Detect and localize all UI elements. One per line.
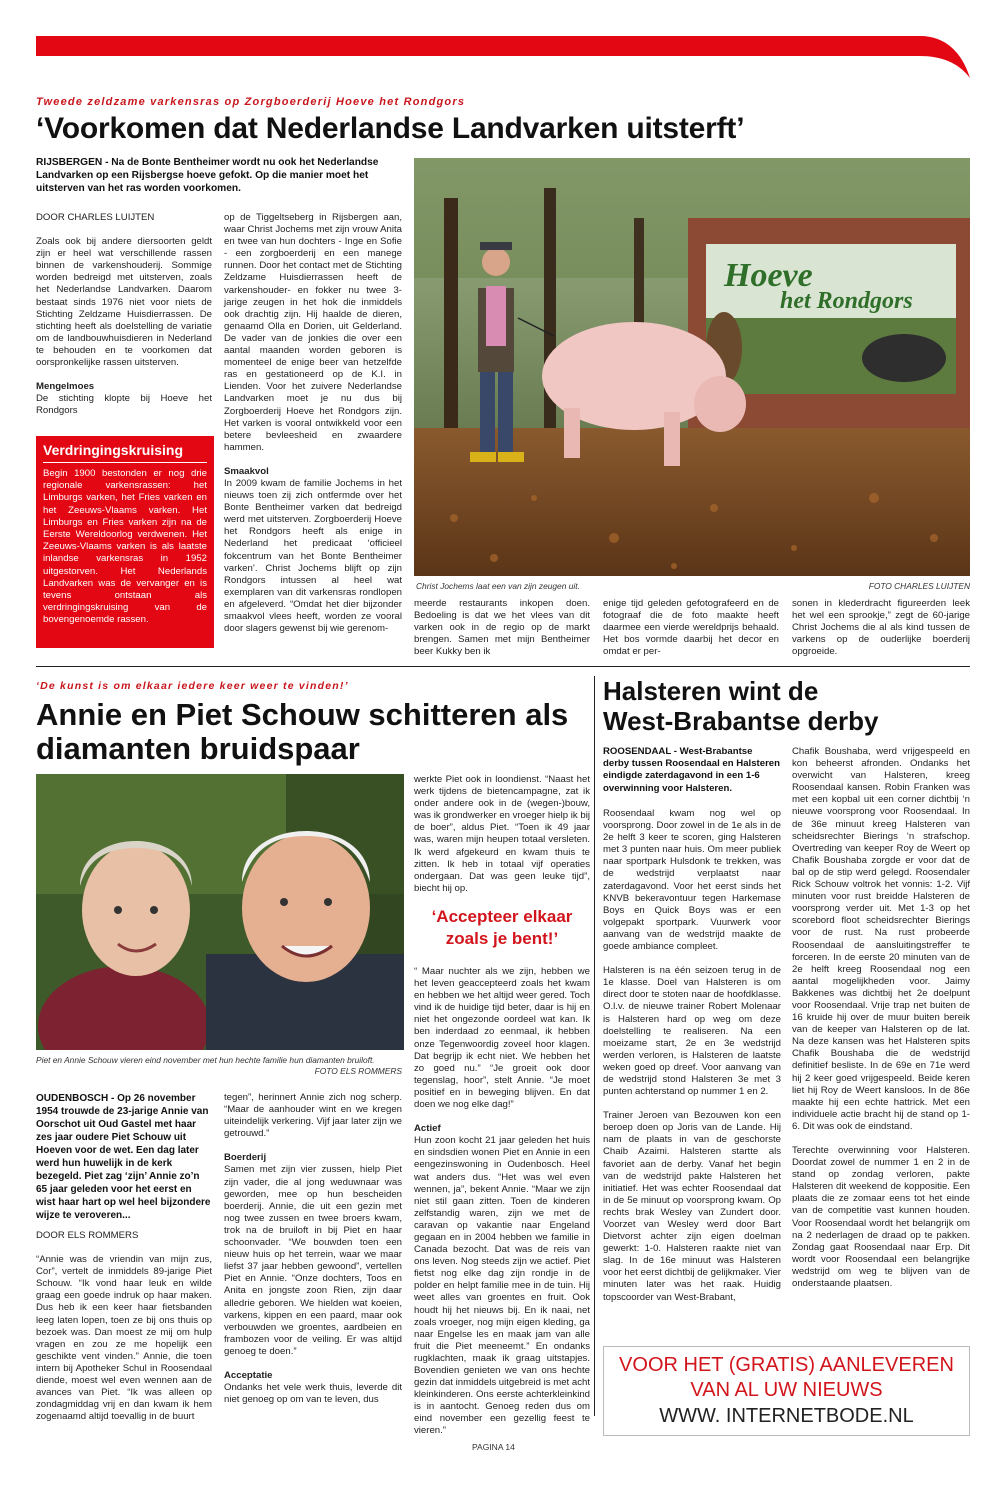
paragraph: Halsteren is na één seizoen terug in de 1e klasse. Doel van Halsteren is om direct door te stoten naar de hoofdklasse. O.l.v. de nieuwe trainer Robert Molenaar is Halsteren hard op weg om deze doelstelling te realiseren. Na een moeizame start, 2e en 3e wedstrijd werden verloren, is Halsteren de laatste weken goed op dreef. Voor aanvang van de wedstrijd stond Halsteren 3e met 3 punten achterstand op nummer 1 en 2. xyxy=(603,965,781,1098)
article2-col2 xyxy=(224,1092,402,1418)
article1-headline: ‘Voorkomen dat Nederlandse Landvarken uitsterft’ xyxy=(36,112,745,145)
couple-photo xyxy=(36,774,404,1050)
article3-col1 xyxy=(603,808,781,1316)
article2-headline-line1: Annie en Piet Schouw schitteren als xyxy=(36,697,569,732)
fact-box-title: Verdringingskruising xyxy=(43,442,207,463)
paragraph: Roosendaal kwam nog wel op voorsprong. Door zowel in de 1e als in de 2e helft 3 keer te scoren, ging Halsteren met 3 punten naar huis. Om meer publiek naar sportpark Hulsdonk te trekken, was de wedstrijd verplaatst naar zaterdagavond. Voor het eerst sinds het KNVB bekeravontuur tegen Harkemase Boys en Quick Boys was er een volgepakt sportpark. Vuurwerk voor aanvang van de wedstrijd maakte de goede ambiance compleet. xyxy=(603,808,781,953)
byline: DOOR CHARLES LUIJTEN xyxy=(36,212,155,223)
paragraph: Samen met zijn vier zussen, hielp Piet zijn vader, die al jong weduwnaar was geworden, mee op hun bescheiden boerderij. Annie, die uit een gezin met nog twee zussen en twee broers kwam, trok na de bruiloft in bij Piet en haar schoonvader. “We bouwden toen een nieuw huis op het terrein, waar we maar liefst 37 jaar hebben gewoond”, vertellen Piet en Annie. “Onze dochters, Toos en Anita en jongste zoon Rien, zijn daar alledrie geboren. We hielden wat koeien, varkens, kippen en een paard, maar ook verbouwden we groentes, aardbeien en frambozen voor de veiling. Er was altijd genoeg te doen.” xyxy=(224,1164,402,1357)
paragraph: “Annie was de vriendin van mijn zus, Cor”, vertelt de inmiddels 89-jarige Piet Schouw. “Ik vond haar leuk en wilde graag een goede indruk op haar maken. Dus heb ik een keer haar fietsbanden leeg laten lopen, toen ze bij ons thuis op bezoek was. Dan moest ze mij om hulp vragen en zou ze me hopelijk een geschikte vent vinden.” Annie, die toen intern bij Apotheker Schul in Roosendaal diende, moest wel even wennen aan de avances van Piet. “Ik was alleen op zondagmiddag vrij en dan kwam ik hem zogenaamd altijd toevallig in de buurt xyxy=(36,1254,212,1423)
article1-kicker: Tweede zeldzame varkensras op Zorgboerderij Hoeve het Rondgors xyxy=(36,96,466,108)
paragraph: Chafik Boushaba, werd vrijgespeeld en kon beheerst afronden. Ondanks het overwicht van Halsteren, kreeg Roosendaal kansen. Robin Franken was met een kopbal uit een corner dichtbij ‘n nieuwe voorsprong voor Roosendaal. In de 36e minuut kreeg Halsteren van scheidsrechter Bierings ‘n strafschop. Overtreding van keeper Roy de Weert op Chafik Boushaba zorgde er voor dat de bal op de stip werd gelegd. Roosendaler Rick Schouw voltrok het vonnis: 1-2. Vijf minuten voor rust breidde Halsteren de voorsprong verder uit. Met 1-3 op het scorebord floot scheidsrechter Bierings voor de rust. Na rust probeerde Roosendaal de aansluitingstreffer te forceren. In de eerste 20 minuten van de 2e helft kreeg Roosendaal nog een aantal mogelijkheden voor. Jaimy Bakkenes was dichtbij het 2e doelpunt voor Roosendaal. Vrije trap net buiten de 16 kruide hij over de muur buiten bereik van de keeper van Halsteren op de lat. Na deze kansen was het Halsteren spits Chafik Boushaba die de wedstrijd definitief besliste. In de 69e en 71e werd hij 2 keer goed vrijgespeeld. Beide keren liet hij Roy de Weert kansloos. In de 86e maakte hij een echte hattrick. Met een individuele actie bracht hij de stand op 1-6. Dit was ook de eindstand. xyxy=(792,746,970,1132)
article3-headline-line2: West-Brabantse derby xyxy=(603,706,879,736)
paragraph: op de Tiggeltseberg in Rijsbergen aan, waar Christ Jochems met zijn vrouw Anita en twee van hun dochters - Inge en Sofie - een zorgboerderij en een manege runnen. Door het contact met de Stichting Zeldzame Huisdierrassen heeft de varkenshouder- en fokker nu twee 3-jarige zeugen in het hok die inmiddels ook drachtig zijn. Hij haalde de dieren, genaamd Olla en Dorien, uit Gelderland. De vader van de jonkies die over een aantal maanden worden geboren is momenteel de enige beer van hetzelfde ras en gestationeerd op de K.I. in Lienden. Voor het zuivere Nederlandse Landvarken moet je nu dus bij Zorgboerderij Hoeve het Rondgors zijn. Het varken is vooral ontwikkeld voor een betere bevleesheid en zwaardere hammen. xyxy=(224,212,402,453)
paragraph: Terechte overwinning voor Halsteren. Doordat zowel de nummer 1 en 2 in de stand op zondag verloren, pakte Halsteren dit weekend de koppositie. Een plaats die ze zomaar eens tot het einde van de competitie vast kunnen houden. Voor Roosendaal wordt het belangrijk om na 2 nederlagen de draad op te pakken. Zondag gaat Roosendaal naar Erp. Dit wordt voor Roosendaal een belangrijke wedstrijd om weg te blijven van de onderstaande plaatsen. xyxy=(792,1145,970,1290)
article2-col3-top: werkte Piet ook in loondienst. “Naast het werk tijdens de bietencampagne, zat ik onder andere ook in de (wegen-)bouw, was ik grondwerker en vroeger hielp ik bij de boer”, aldus Piet. “Toen ik 49 jaar was, waren mijn heupen totaal versleten. Ik werd afgekeurd en kwam thuis te zitten. Ik heb in totaal vijf operaties ondergaan. Dat was geen leuke tijd”, biecht hij op. xyxy=(414,774,590,894)
sign-text-1: Hoeve xyxy=(724,257,813,294)
article3-lead: ROOSENDAAL - West-Brabantse derby tussen Roosendaal en Halsteren eindigde zaterdagavond in een 1-6 overwinning voor Halsteren. xyxy=(603,746,781,794)
paragraph: “ Maar nuchter als we zijn, hebben we het leven geaccepteerd zoals het kwam en hebben we het altijd weer gered. Toch vind ik de huidige tijd beter, daar is hij en niet het ongezonde oordeel wat kan. Ik ben inderdaad zo eenmaal, ik hebben onze Tegenwoordig zoveel hoor klagen. Dat begrijp ik echt niet. We hebben het zo goed nu.” “Je groeit ook door tegenslag, hoor”, stelt Annie. “Je moet positief en in beweging blijven. En dat doen we nog elke dag!” xyxy=(414,966,590,1111)
subheading: Mengelmoes xyxy=(36,381,95,393)
article1-col1 xyxy=(36,212,212,429)
couple-photo-illustration xyxy=(36,774,404,1050)
page-number: PAGINA 14 xyxy=(472,1442,515,1452)
paragraph: De stichting klopte bij Hoeve het Rondgors xyxy=(36,393,212,417)
article2-headline-line2: diamanten bruidspaar xyxy=(36,731,360,766)
subheading: Boerderij xyxy=(224,1152,267,1164)
paragraph: Hun zoon kocht 21 jaar geleden het huis en sindsdien wonen Piet en Annie in een eengezinswoning in Oudenbosch. Heel wat anders dus. “Het was wel even wennen, ja”, bekent Annie. “Maar we zijn niet stil gaan zitten. Toen de kinderen zelfstandig waren, zijn we met de caravan op vakantie naar Engeland gegaan en in 2004 hebben we familie in Canada bezocht. Dat was de reis van ons leven. Nog steeds zijn we actief. Piet fietst nog elke dag zijn rondje in de polder en helpt familie mee in de tuin. Hij weet alles van groentes en fruit. Ook houdt hij het nieuws bij. En ik naai, net zoals vroeger, nog mijn eigen kleding, ga naar Engelse les en maak jam van alle fruit die Piet meeneemt.” En ondanks rugklachten, maak ik graag uitstapjes. Bovendien genieten we van ons hechte gezin dat inmiddels uitgebreid is met acht kleinkinderen. Ons eerste achterkleinkind is in aantocht. Genoeg reden dus om eind november een gezellig feest te vieren.” xyxy=(414,1135,590,1437)
article1-col5: sonen in klederdracht figureerden leek het wel een sprookje,” zegt de 60-jarige Christ Jochems die al als kind tussen de varkens op de ouderlijke boerderij opgroeide. xyxy=(792,598,970,658)
header-band xyxy=(0,0,1006,90)
promo-line2: VAN AL UW NIEUWS xyxy=(690,1379,883,1401)
pull-quote: ‘Accepteer elkaar zoals je bent!’ xyxy=(431,907,573,948)
fact-box xyxy=(36,436,214,648)
section-divider xyxy=(36,666,970,667)
fact-box-text: Begin 1900 bestonden er nog drie regionale varkensrassen: het Limburgs varken, het Fries varken en het Zeeuws-Vlaams varken. Het Limburgs en Fries varken zijn na de Eerste Wereldoorlog verdwenen. Het Zeeuws-Vlaams varken is als laatste inlandse varkensras in 1952 uitgestorven. Het Nederlands Landvarken was de vervanger en is tevens ontstaan als verdringingskruising van de bovengenoemde rassen. xyxy=(43,468,207,626)
pig-photo-credit: FOTO CHARLES LUIJTEN xyxy=(868,581,970,591)
article1-col2 xyxy=(224,212,402,647)
promo-line1: VOOR HET (GRATIS) AANLEVEREN xyxy=(619,1354,954,1376)
article3-headline-line1: Halsteren wint de xyxy=(603,676,819,706)
article1-col3: meerde restaurants inkopen doen. Bedoeling is dat we het vlees van dit varken ook in de regio op de markt brengen. Samen met mijn Bentheimer beer Kukky ben ik xyxy=(414,598,590,658)
pig-photo-illustration xyxy=(414,158,970,576)
paragraph: tegen”, herinnert Annie zich nog scherp. “Maar de aanhouder wint en we kregen uiteindelijk verkering. Vijf jaar later zijn we getrouwd.” xyxy=(224,1092,402,1140)
article2-kicker: ‘De kunst is om elkaar iedere keer weer te vinden!’ xyxy=(36,680,349,692)
article1-lead: RIJSBERGEN - Na de Bonte Bentheimer wordt nu ook het Nederlandse Landvarken op een Rijsbergse hoeve gefokt. Op die manier moet het uitsterven van het ras worden voorkomen. xyxy=(36,157,379,195)
article1-col4: enige tijd geleden gefotografeerd en de fotograaf die de foto maakte heeft daarmee een vierde wereldprijs behaald. Het bos vormde daarbij het decor en omdat er per- xyxy=(603,598,779,658)
pig-photo xyxy=(414,158,970,576)
column-divider xyxy=(594,676,595,1416)
article2-lead: OUDENBOSCH - Op 26 november 1954 trouwde de 23-jarige Annie van Oorschot uit Oud Gastel met haar zes jaar oudere Piet Schouw uit Hoeven voor de wet. Een dag later werd hun huwelijk in de kerk bezegeld. Piet zag ‘zijn’ Annie zo’n 65 jaar geleden voor het eerst en wist haar hart op wel heel bijzondere wijze te veroveren... xyxy=(36,1093,211,1221)
couple-photo-credit: FOTO ELS ROMMERS xyxy=(314,1066,402,1076)
article2-col3-bottom xyxy=(414,966,590,1450)
subheading: Actief xyxy=(414,1123,441,1135)
paragraph: In 2009 kwam de familie Jochems in het nieuws toen zij zich ontfermde over het Bonte Bentheimer varken dat bedreigd werd met uitsterven. Zorgboerderij Hoeve het Rondgors heeft als enige in Nederland het predicaat ‘officieel fokcentrum van het Bonte Bentheimer varken’. Christ Jochems blijft op zijn Rondgors intussen al heel wat exemplaren van dit varkensras rondlopen en afgeleverd. “Omdat het dier bijzonder smaakvol vlees heeft, worden ze vooral door slagers gewenst bij wie gerenom- xyxy=(224,477,402,635)
subheading: Acceptatie xyxy=(224,1369,273,1381)
paragraph: Zoals ook bij andere diersoorten geldt zijn er heel wat verschillende rassen binnen de varkenshouderij. Sommige worden bedreigd met uitsterven, zoals het Nederlandse Landvarken. Daarom bestaat sinds 1976 niet voor niets de Stichting Zeldzame Huisdierrassen. De stichting heeft als doelstelling de variatie om de landbouwhuisdieren in Nederland te behouden en te voorkomen dat oorspronkelijke rassen uitsterven. xyxy=(36,236,212,369)
paragraph: Trainer Jeroen van Bezouwen kon een beroep doen op Joris van de Lande. Hij nam de plaats in van de geschorste Chaib Azaimi. Halsteren startte als favoriet aan de derby. Vanaf het begin van de wedstrijd pakte Halsteren het initiatief. Het was echter Roosendaal dat in de 5e minuut op voorsprong kwam. Op rechts brak Wesley van Zundert door. Voorzet van Wesley werd door Bart Dietvorst achter zijn eigen doelman gewerkt: 1-0. Halsteren raakte niet van slag. In de 16e minuut was Halsteren voor het eerst dichtbij de gelijkmaker. Vier minuten later was het raak. Huidig topscoorder van West-Brabant, xyxy=(603,1110,781,1303)
subheading: Smaakvol xyxy=(224,465,269,477)
byline: DOOR ELS ROMMERS xyxy=(36,1230,139,1241)
promo-box xyxy=(603,1346,970,1436)
pig-photo-caption: Christ Jochems laat een van zijn zeugen uit. xyxy=(416,581,580,591)
paragraph: Ondanks het vele werk thuis, leverde dit niet genoeg op om van te leven, dus xyxy=(224,1382,402,1406)
sign-text-2: het Rondgors xyxy=(780,288,913,314)
couple-photo-caption: Piet en Annie Schouw vieren eind november met hun hechte familie hun diamanten bruiloft. xyxy=(36,1055,375,1065)
article3-col2 xyxy=(792,746,970,1302)
article2-col1 xyxy=(36,1230,212,1435)
promo-url: WWW. INTERNETBODE.NL xyxy=(659,1405,914,1427)
